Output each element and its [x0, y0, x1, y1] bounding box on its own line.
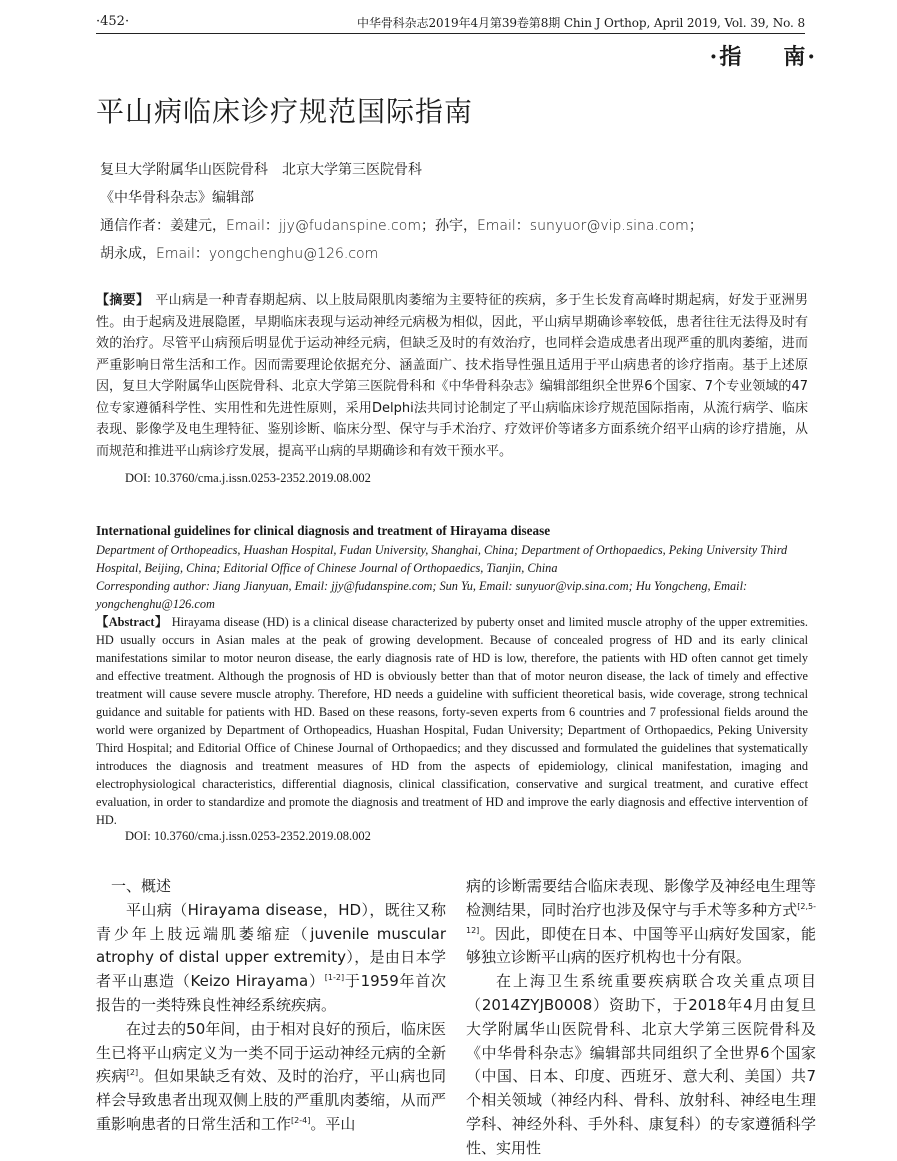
- chinese-abstract-label: 【摘要】: [96, 293, 150, 308]
- english-abstract-block: [96, 521, 808, 829]
- body-column-right: [466, 875, 816, 1161]
- journal-header: 中华骨科杂志2019年4月第39卷第8期 Chin J Orthop, April 2019, Vol. 39, No. 8: [357, 16, 805, 30]
- paragraph-text: 于1959年首次报告的一类特殊良性神经系统疾病。: [96, 972, 446, 1014]
- paragraph-text: 。但如果缺乏有效、及时的治疗，平山病也同样会导致患者出现双侧上肢的严重肌肉萎缩，从而严重影响患者的日常生活和工作: [96, 1067, 446, 1133]
- paragraph-text: 平山病（Hirayama disease，HD），既往又称青少年上肢远端肌萎缩症（juvenile muscular atrophy of distal upper extremity），是由日本学者平山惠造（Keizo Hirayama）: [96, 900, 446, 991]
- english-title: International guidelines for clinical diagnosis and treatment of Hirayama disease: [96, 523, 551, 538]
- page-number: ·452·: [96, 14, 130, 29]
- citation: [1-2]: [324, 973, 345, 983]
- english-abstract-text: Hirayama disease (HD) is a clinical disease characterized by puberty onset and limited muscle atrophy of the upper extremities. HD usually occurs in Asian males at the peak of growing development. Because of concealed progress of HD and its early clinical manifestations similar to motor neuron disease, the early diagnosis rate of HD is low, therefore, the patients with HD often cannot get timely and effective treatment. Although the prognosis of HD is obviously better than that of motor neuron disease, the lack of timely and effective treatment will cause severe muscle atrophy. Therefore, HD needs a guideline with sufficient theoretical basis, wide coverage, strong technical guidance and suitable for patients with HD. Based on these reasons, forty-seven experts from 6 countries and 7 professional fields around the world were organized by Department of Orthopeadics, Huashan Hospital, Fudan University; Department of Orthopaedics, Peking University Third Hospital; and Editorial Office of Chinese Journal of Orthopaedics; and they discussed and formulated the guidelines that systematically introduces the diagnosis and treatment measures of HD from the aspects of epidemiology, clinical manifestation, imaging and electrophysiological characteristics, differential diagnosis, clinical classification, conservative and surgical treatment, and curative effect evaluation, in order to standardize and promote the diagnosis and treatment of HD and improve the early diagnosis and effective intervention of HD.: [96, 615, 809, 827]
- paragraph-text: 在过去的50年间，由于相对良好的预后，临床医生已将平山病定义为一类不同于运动神经元病的全新疾病: [96, 1019, 446, 1086]
- citation: [2-4]: [291, 1115, 311, 1125]
- section-tag-right: 南·: [783, 44, 817, 70]
- citation: [2]: [126, 1068, 139, 1078]
- english-abstract-label: 【Abstract】: [96, 615, 168, 629]
- article-title: 平山病临床诊疗规范国际指南: [96, 95, 474, 128]
- affiliation-line-1: 复旦大学附属华山医院骨科 北京大学第三医院骨科: [100, 162, 422, 178]
- chinese-abstract-text: 平山病是一种青春期起病、以上肢局限肌肉萎缩为主要特征的疾病，多于生长发育高峰时期起病，好发于亚洲男性。由于起病及进展隐匿，早期临床表现与运动神经元病极为相似，因此，平山病早期确诊率较低，患者往往无法得及时有效的治疗。尽管平山病预后明显优于运动神经元病，但缺乏及时的有效治疗，也同样会造成患者出现严重的肌肉萎缩，进而严重影响日常生活和工作。因而需要理论依据充分、涵盖面广、技术指导性强且适用于平山病患者的诊疗指南。基于上述原因，复旦大学附属华山医院骨科、北京大学第三医院骨科和《中华骨科杂志》编辑部组织全世界6个国家、7个专业领域的47位专家遵循科学性、实用性和先进性原则，采用Delphi法共同讨论制定了平山病临床诊疗规范国际指南，从流行病学、临床表现、影像学及电生理特征、鉴别诊断、临床分型、保守与手术治疗、疗效评价等诸多方面系统介绍平山病的诊疗措施，从而规范和推进平山病诊疗发展，提高平山病的早期确诊和有效干预水平。: [96, 293, 808, 459]
- section-tag-left: ·指: [709, 44, 744, 70]
- body-paragraph: [96, 1018, 446, 1137]
- body-paragraph: 在上海卫生系统重要疾病联合攻关重点项目（2014ZYJB0008）资助下，于2018年4月由复旦大学附属华山医院骨科、北京大学第三医院骨科及《中华骨科杂志》编辑部共同组织了全世界6个国家（中国、日本、印度、西班牙、意大利、美国）共7个相关领域（神经内科、骨科、放射科、神经电生理学科、神经外科、手外科、康复科）的专家遵循科学性、实用性: [466, 972, 816, 1157]
- section-tag: [710, 40, 817, 71]
- affiliation-line-2: 《中华骨科杂志》编辑部: [100, 190, 254, 206]
- english-corresponding: Corresponding author: Jiang Jianyuan, Email: jjy@fudanspine.com; Sun Yu, Email: sunyuor@vip.sina.com; Hu Yongcheng, Email: yongchenghu@126.com: [96, 579, 748, 611]
- header-rule: [96, 33, 805, 34]
- body-paragraph: [466, 875, 816, 970]
- english-affiliation: Department of Orthopeadics, Huashan Hospital, Fudan University, Shanghai, China; Department of Orthopaedics, Peking University Third Hospital, Beijing, China; Editorial Office of Chinese Journal of Orthopaedics, Tianjin, China: [96, 543, 788, 575]
- body-column-left: [96, 875, 446, 1137]
- chinese-doi: DOI: 10.3760/cma.j.issn.0253-2352.2019.08.002: [125, 471, 371, 485]
- english-abstract: [96, 613, 808, 829]
- chinese-abstract: [96, 290, 808, 462]
- paragraph-text: 病的诊断需要结合临床表现、影像学及神经电生理等检测结果，同时治疗也涉及保守与手术等多种方式: [466, 877, 816, 919]
- corresponding-line-1: 通信作者：姜建元，Email：jjy@fudanspine.com；孙宇，Email：sunyuor@vip.sina.com；: [100, 218, 703, 234]
- corresponding-line-2: 胡永成，Email：yongchenghu@126.com: [100, 246, 379, 262]
- citation: [2,5-12]: [466, 901, 816, 935]
- english-doi: DOI: 10.3760/cma.j.issn.0253-2352.2019.08.002: [125, 829, 371, 843]
- author-affiliations: [100, 156, 703, 268]
- section-heading: 一、概述: [111, 877, 172, 895]
- paragraph-text: 。因此，即使在日本、中国等平山病好发国家，能够独立诊断平山病的医疗机构也十分有限。: [466, 924, 816, 967]
- body-paragraph: [96, 899, 446, 1018]
- paragraph-text: 。平山: [310, 1114, 356, 1133]
